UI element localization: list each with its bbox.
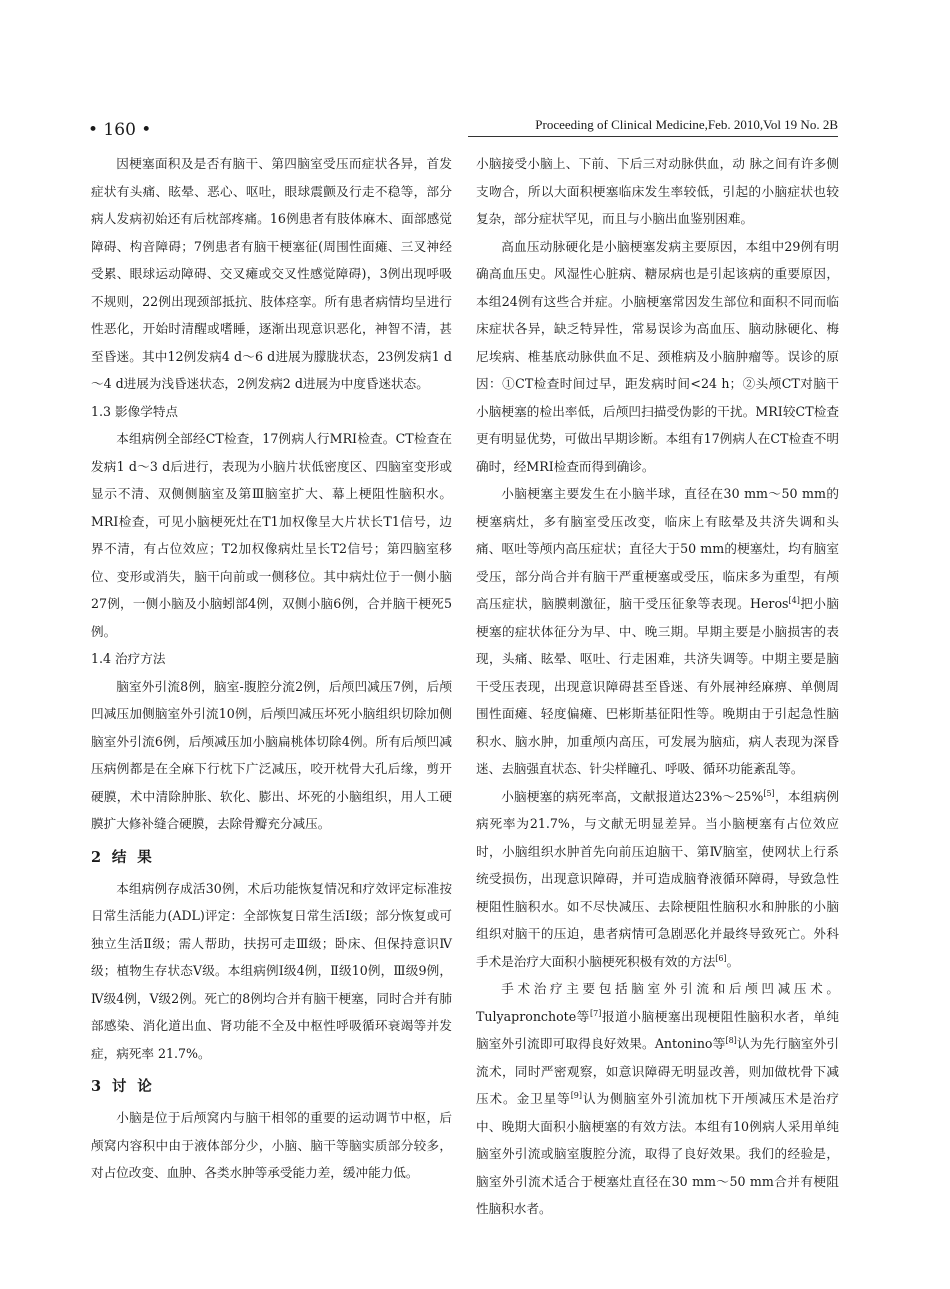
- journal-citation: Proceeding of Clinical Medicine,Feb. 2010,Vol 19 No. 2B: [535, 117, 838, 132]
- left-column: [91, 150, 452, 1187]
- citation-ref: [6]: [715, 953, 727, 963]
- paragraph: 脑室外引流8例，脑室-腹腔分流2例，后颅凹减压7例，后颅凹减压加侧脑室外引流10例，后颅凹减压坏死小脑组织切除加侧脑室外引流6例，后颅减压加小脑扁桃体切除4例。所有后颅凹减压病例都是在全麻下行枕下广泛减压，咬开枕骨大孔后缘，剪开硬膜，术中清除肿胀、软化、膨出、坏死的小脑组织，用人工硬膜扩大修补缝合硬膜，去除骨瓣充分减压。: [91, 678, 452, 831]
- text-run: 。: [726, 953, 740, 969]
- paragraph: [476, 783, 839, 976]
- paragraph: [476, 975, 839, 1223]
- page-header: [88, 112, 838, 142]
- text-run: 小脑梗塞主要发生在小脑半球，直径在30 mm～50 mm的梗塞病灶，多有脑室受压改变，临床上有眩晕及共济失调和头痛、呕吐等颅内高压症状；直径大于50 mm的梗塞灶，均有脑室受压，部分尚合并有脑干严重梗塞或受压，临床多为重型，有颅高压症状，脑膜刺激征，脑干受压征象等表现。Heros: [476, 486, 839, 611]
- paragraph: 本组病例存成活30例，术后功能恢复情况和疗效评定标准按日常生活能力(ADL)评定：全部恢复日常生活Ⅰ级；部分恢复或可独立生活Ⅱ级；需人帮助，扶拐可走Ⅲ级；卧床、但保持意识Ⅳ级；植物生存状态Ⅴ级。本组病例Ⅰ级4例，Ⅱ级10例，Ⅲ级9例，Ⅳ级4例，Ⅴ级2例。死亡的8例均合并有脑干梗塞，同时合并有肺部感染、消化道出血、肾功能不全及中枢性呼吸循环衰竭等并发症，病死率 21.7%。: [91, 880, 452, 1061]
- header-rule: [468, 136, 838, 137]
- section-heading-discussion: 3 讨 论: [91, 1078, 155, 1095]
- citation-ref: [7]: [590, 1008, 602, 1018]
- citation-ref: [5]: [763, 788, 775, 798]
- text-run: 手术治疗主要包括脑室外引流和后颅凹减压术。Tulyapronchote等: [476, 981, 839, 1024]
- paragraph: 本组病例全部经CT检查，17例病人行MRI检查。CT检查在发病1 d～3 d后进行，表现为小脑片状低密度区、四脑室变形或显示不清、双侧侧脑室及第Ⅲ脑室扩大、幕上梗阻性脑积水。MRI检查，可见小脑梗死灶在T1加权像呈大片状长T1信号，边界不清，有占位效应；T2加权像病灶呈长T2信号；第四脑室移位、变形或消失，脑干向前或一侧移位。其中病灶位于一侧小脑27例，一侧小脑及小脑蚓部4例，双侧小脑6例，合并脑干梗死5例。: [91, 431, 452, 639]
- paragraph: 高血压动脉硬化是小脑梗塞发病主要原因，本组中29例有明确高血压史。风湿性心脏病、糖尿病也是引起该病的重要原因，本组24例有这些合并症。小脑梗塞常因发生部位和面积不同而临床症状各异，缺乏特异性，常易误诊为高血压、脑动脉硬化、梅尼埃病、椎基底动脉供血不足、颈椎病及小脑肿瘤等。误诊的原因：①CT检查时间过早，距发病时间<24 h；②头颅CT对脑干小脑梗塞的检出率低，后颅凹扫描受伪影的干扰。MRI较CT检查更有明显优势，可做出早期诊断。本组有17例病人在CT检查不明确时，经MRI检查而得到确诊。: [476, 238, 839, 474]
- paragraph: 小脑接受小脑上、下前、下后三对动脉供血，动 脉之间有许多侧支吻合，所以大面积梗塞临床发生率较低，引起的小脑症状也较复杂，部分症状罕见，而且与小脑出血鉴别困难。: [476, 156, 839, 226]
- text-run: 认为侧脑室外引流加枕下开颅减压术是治疗中、晚期大面积小脑梗塞的有效方法。本组有10例病人采用单纯脑室外引流或脑室腹腔分流，取得了良好效果。我们的经验是，脑室外引流术适合于梗塞灶直径在30 mm～50 mm合并有梗阻性脑积水者。: [476, 1091, 840, 1216]
- citation-ref: [4]: [788, 595, 800, 605]
- text-run: 把小脑梗塞的症状体征分为早、中、晚三期。早期主要是小脑损害的表现，头痛、眩晕、呕吐、行走困难，共济失调等。中期主要是脑干受压表现，出现意识障碍甚至昏迷、有外展神经麻痹、单侧周围性面瘫、轻度偏瘫、巴彬斯基征阳性等。晚期由于引起急性脑积水、脑水肿，加重颅内高压，可发展为脑疝，病人表现为深昏迷、去脑强直状态、针尖样瞳孔、呼吸、循环功能紊乱等。: [476, 596, 839, 776]
- paragraph: 小脑是位于后颅窝内与脑干相邻的重要的运动调节中枢，后颅窝内容积中由于液体部分少，小脑、脑干等脑实质部分较多，对占位改变、血肿、各类水肿等承受能力差，缓冲能力低。: [91, 1110, 452, 1180]
- text-run: 报道小脑梗塞出现梗阻性脑积水者，单纯脑室外引流即可取得良好效果。Antonino等: [476, 1008, 840, 1051]
- section-heading-1-4: 1.4 治疗方法: [91, 651, 166, 666]
- right-column: [476, 150, 839, 1223]
- citation-ref: [9]: [570, 1090, 583, 1100]
- paragraph: 因梗塞面积及是否有脑干、第四脑室受压而症状各异，首发症状有头痛、眩晕、恶心、呕吐，眼球震颤及行走不稳等，部分病人发病初始还有后枕部疼痛。16例患者有肢体麻木、面部感觉障碍、构音障碍；7例患者有脑干梗塞征(周围性面瘫、三叉神经受累、眼球运动障碍、交叉瘫或交叉性感觉障碍)，3例出现呼吸不规则，22例出现颈部抵抗、肢体痉挛。所有患者病情均呈进行性恶化，开始时清醒或嗜睡，逐渐出现意识恶化，神智不清，甚至昏迷。其中12例发病4 d～6 d进展为朦胧状态，23例发病1 d～4 d进展为浅昏迷状态，2例发病2 d进展为中度昏迷状态。: [91, 156, 452, 391]
- text-run: 小脑梗塞的病死率高，文献报道达23%～25%: [501, 788, 764, 804]
- text-run: 认为先行脑室外引流术，同时严密观察，如意识障碍无明显改善，则加做枕骨下减压术。金卫星等: [476, 1036, 839, 1106]
- section-heading-1-3: 1.3 影像学特点: [91, 403, 179, 419]
- section-heading-results: 2 结 果: [91, 848, 155, 866]
- citation-ref: [8]: [725, 1035, 737, 1045]
- page-number: • 160 •: [88, 120, 152, 140]
- text-run: ，本组病例病死率为21.7%，与文献无明显差异。当小脑梗塞有占位效应时，小脑组织水肿首先向前压迫脑干、第Ⅳ脑室，使网状上行系统受损伤，出现意识障碍，并可造成脑脊液循环障碍，导致急性梗阻性脑积水。如不尽快减压、去除梗阻性脑积水和肿胀的小脑组织对脑干的压迫，患者病情可急剧恶化并最终导致死亡。外科手术是治疗大面积小脑梗死积极有效的方法: [476, 788, 840, 969]
- paragraph: [476, 480, 839, 783]
